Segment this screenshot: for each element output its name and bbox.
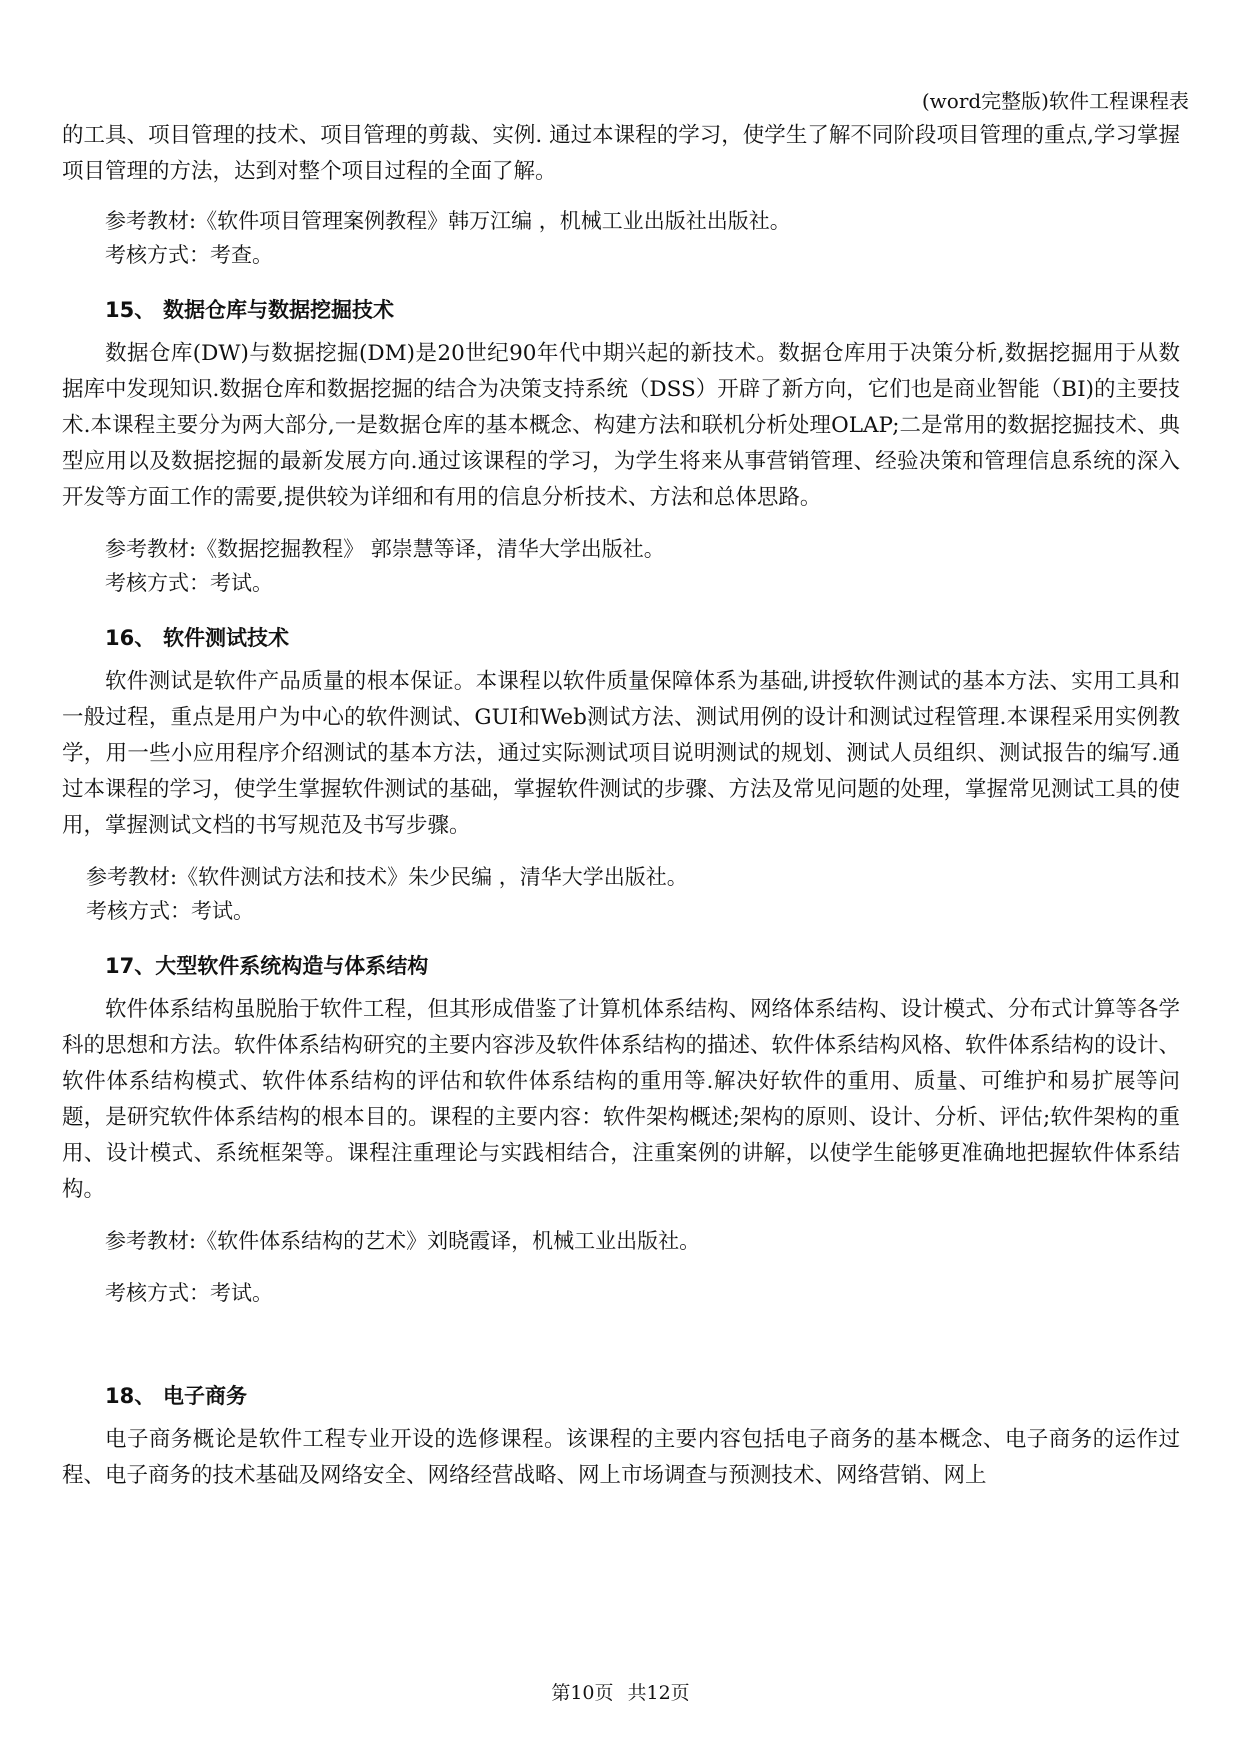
page-total: 共12页	[627, 1682, 690, 1704]
section-17	[62, 950, 1180, 1310]
section-heading	[62, 294, 1180, 326]
section-title: 大型软件系统构造与体系结构	[155, 954, 429, 978]
document-header: (word完整版)软件工程课程表	[921, 89, 1189, 113]
section-number: 17、	[105, 954, 156, 978]
section-title: 电子商务	[163, 1384, 247, 1408]
intro-reference: 参考教材:《软件项目管理案例教程》韩万江编 ，机械工业出版社出版社。	[105, 209, 791, 233]
section-number: 18、	[105, 1384, 156, 1408]
section-number: 15、	[105, 298, 156, 322]
section-paragraph: 电子商务概论是软件工程专业开设的选修课程。该课程的主要内容包括电子商务的基本概念、电子商务的运作过程、电子商务的技术基础及网络安全、网络经营战略、网上市场调查与预测技术、网络营销、网上	[62, 1427, 1180, 1488]
section-assessment: 考核方式：考试。	[105, 571, 273, 595]
section-paragraph: 软件测试是软件产品质量的根本保证。本课程以软件质量保障体系为基础,讲授软件测试的基本方法、实用工具和一般过程，重点是用户为中心的软件测试、GUI和Web测试方法、测试用例的设计和测试过程管理.本课程采用实例教学，用一些小应用程序介绍测试的基本方法，通过实际测试项目说明测试的规划、测试人员组织、测试报告的编写.通过本课程的学习，使学生掌握软件测试的基础，掌握软件测试的步骤、方法及常见问题的处理，掌握常见测试工具的使用，掌握测试文档的书写规范及书写步骤。	[62, 669, 1181, 838]
section-paragraph: 数据仓库(DW)与数据挖掘(DM)是20世纪90年代中期兴起的新技术。数据仓库用于决策分析,数据挖掘用于从数据库中发现知识.数据仓库和数据挖掘的结合为决策支持系统（DSS）开辟了新方向，它们也是商业智能（BI)的主要技术.本课程主要分为两大部分,一是数据仓库的基本概念、构建方法和联机分析处理OLAP;二是常用的数据挖掘技术、典型应用以及数据挖掘的最新发展方向.通过该课程的学习，为学生将来从事营销管理、经验决策和管理信息系统的深入开发等方面工作的需要,提供较为详细和有用的信息分析技术、方法和总体思路。	[62, 341, 1180, 510]
section-assessment: 考核方式：考试。	[105, 1281, 273, 1305]
section-paragraph: 软件体系结构虽脱胎于软件工程，但其形成借鉴了计算机体系结构、网络体系结构、设计模式、分布式计算等各学科的思想和方法。软件体系结构研究的主要内容涉及软件体系结构的描述、软件体系结构风格、软件体系结构的设计、软件体系结构模式、软件体系结构的评估和软件体系结构的重用等.解决好软件的重用、质量、可维护和易扩展等问题，是研究软件体系结构的根本目的。课程的主要内容：软件架构概述;架构的原则、设计、分析、评估;软件架构的重用、设计模式、系统框架等。课程注重理论与实践相结合，注重案例的讲解，以使学生能够更准确地把握软件体系结构。	[62, 997, 1181, 1202]
intro-paragraph: 的工具、项目管理的技术、项目管理的剪裁、实例. 通过本课程的学习，使学生了解不同阶段项目管理的重点,学习掌握项目管理的方法，达到对整个项目过程的全面了解。	[62, 123, 1180, 184]
section-reference: 参考教材:《数据挖掘教程》 郭崇慧等译，清华大学出版社。	[105, 537, 665, 561]
section-15	[62, 294, 1180, 600]
document-body	[62, 118, 1180, 1494]
section-title: 软件测试技术	[163, 626, 289, 650]
page-footer	[0, 1680, 1241, 1706]
section-number: 16、	[105, 626, 156, 650]
section-heading	[62, 622, 1180, 654]
section-reference: 参考教材:《软件体系结构的艺术》刘晓霞译，机械工业出版社。	[105, 1229, 701, 1253]
intro-assessment: 考核方式：考查。	[105, 243, 273, 267]
page-number: 第10页	[551, 1682, 614, 1704]
section-16	[62, 622, 1180, 928]
section-18	[62, 1380, 1180, 1494]
section-heading	[62, 950, 1180, 982]
section-heading	[62, 1380, 1180, 1412]
section-reference: 参考教材:《软件测试方法和技术》朱少民编 ，清华大学出版社。	[86, 865, 688, 889]
section-assessment: 考核方式：考试。	[86, 899, 254, 923]
section-title: 数据仓库与数据挖掘技术	[163, 298, 394, 322]
